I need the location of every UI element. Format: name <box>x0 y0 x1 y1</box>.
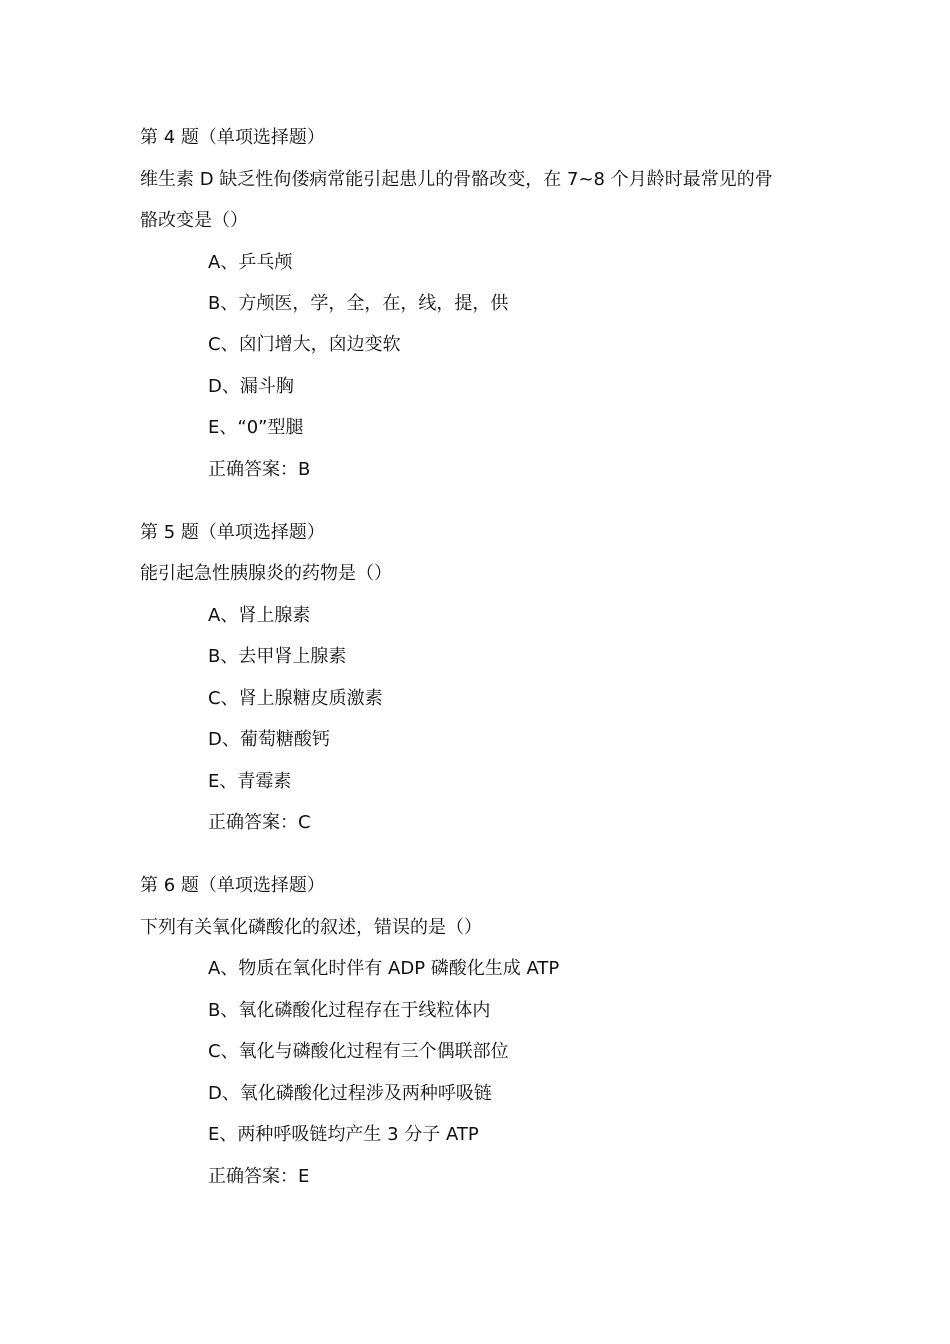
option-c: C、囟门增大，囟边变软 <box>208 334 401 355</box>
correct-answer: 正确答案：C <box>208 812 311 833</box>
option-b: B、方颅医，学，全，在，线，提，供 <box>208 293 509 314</box>
option-b: B、氧化磷酸化过程存在于线粒体内 <box>208 1000 491 1021</box>
question-stem: 维生素 D 缺乏性佝偻病常能引起患儿的骨骼改变，在 7~8 个月龄时最常见的骨 <box>140 169 773 190</box>
question-title: 第 4 题（单项选择题） <box>140 127 325 148</box>
question-title: 第 5 题（单项选择题） <box>140 522 325 543</box>
correct-answer: 正确答案：E <box>208 1166 310 1187</box>
option-e: E、青霉素 <box>208 771 292 792</box>
option-a: A、物质在氧化时伴有 ADP 磷酸化生成 ATP <box>208 958 560 979</box>
option-a: A、乒乓颅 <box>208 252 293 273</box>
question-stem: 骼改变是（） <box>140 210 248 231</box>
option-d: D、葡萄糖酸钙 <box>208 729 330 750</box>
question-stem: 能引起急性胰腺炎的药物是（） <box>140 563 392 584</box>
question-title: 第 6 题（单项选择题） <box>140 875 325 896</box>
correct-answer: 正确答案：B <box>208 459 311 480</box>
option-c: C、肾上腺糖皮质激素 <box>208 688 383 709</box>
question-stem: 下列有关氧化磷酸化的叙述，错误的是（） <box>140 917 482 938</box>
option-e: E、两种呼吸链均产生 3 分子 ATP <box>208 1124 479 1145</box>
option-b: B、去甲肾上腺素 <box>208 646 347 667</box>
option-d: D、氧化磷酸化过程涉及两种呼吸链 <box>208 1083 492 1104</box>
option-d: D、漏斗胸 <box>208 376 294 397</box>
option-a: A、肾上腺素 <box>208 605 311 626</box>
option-c: C、氧化与磷酸化过程有三个偶联部位 <box>208 1041 509 1062</box>
option-e: E、“0”型腿 <box>208 417 304 438</box>
